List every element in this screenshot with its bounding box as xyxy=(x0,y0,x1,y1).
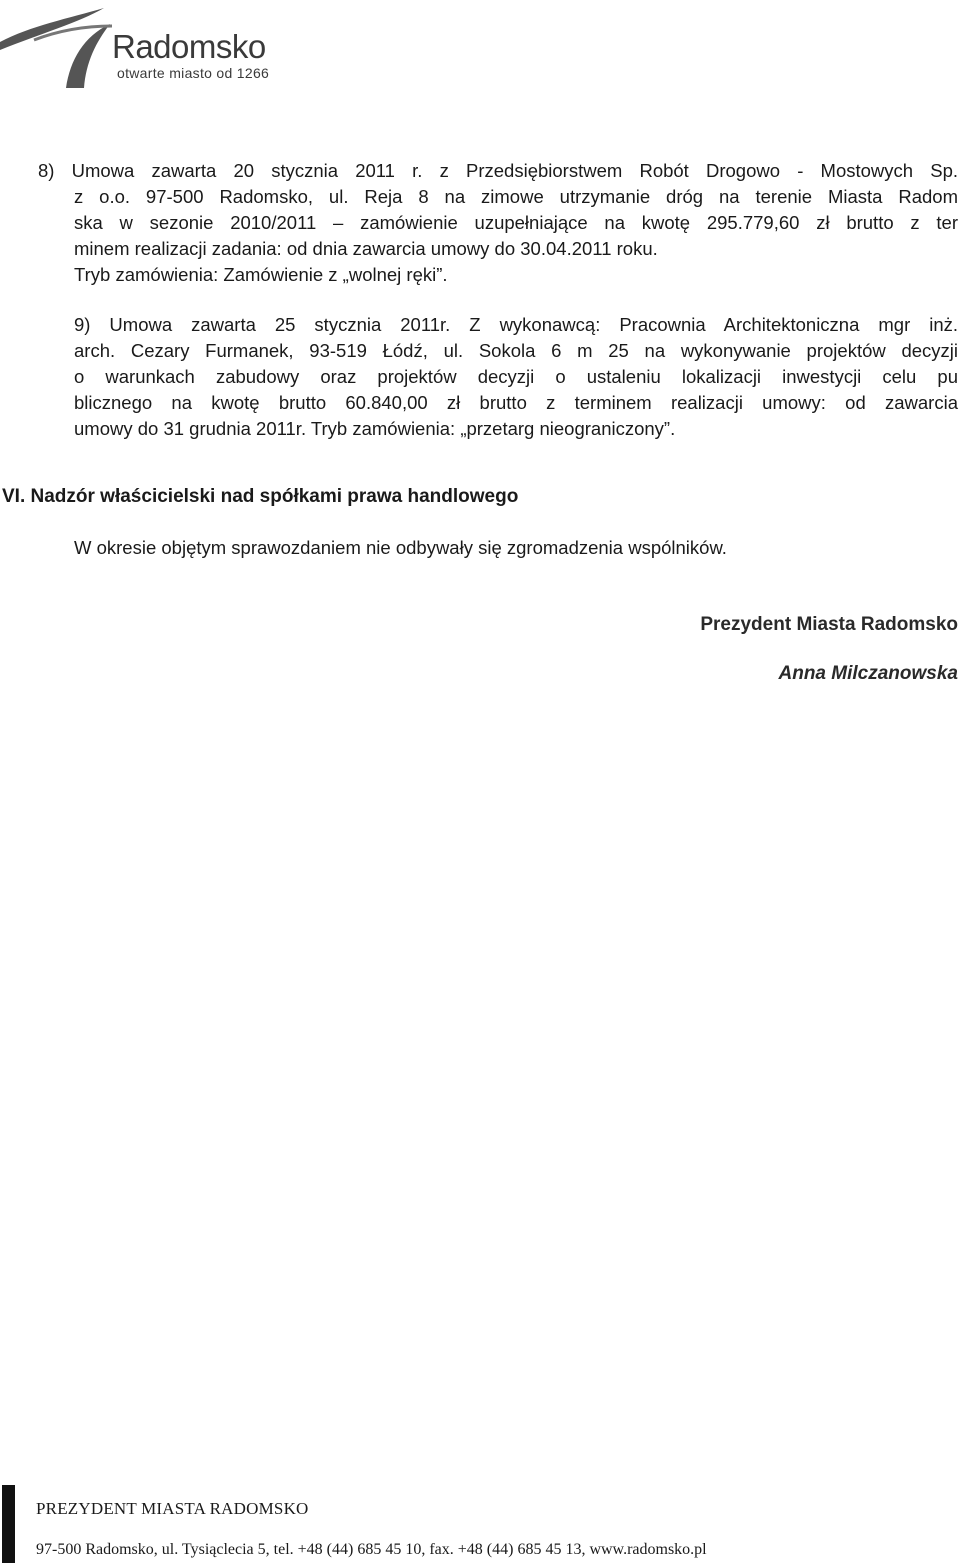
contract-item-9 xyxy=(38,312,958,442)
logo-swoosh-icon xyxy=(0,0,120,90)
section-text: W okresie objętym sprawozdaniem nie odbywały się zgromadzenia wspólników. xyxy=(74,537,727,558)
city-logo xyxy=(0,0,300,90)
paragraph-line: blicznego na kwotę brutto 60.840,00 zł brutto z terminem realizacji umowy: od zawarcia xyxy=(74,392,958,413)
footer-address: 97-500 Radomsko, ul. Tysiąclecia 5, tel. +48 (44) 685 45 10, fax. +48 (44) 685 45 13, www.radomsko.pl xyxy=(36,1541,707,1558)
footer-bar xyxy=(2,1485,15,1563)
signature-title: Prezydent Miasta Radomsko xyxy=(700,614,958,635)
logo-tagline: otwarte miasto od 1266 xyxy=(117,65,270,81)
section-heading: VI. Nadzór właścicielski nad spółkami prawa handlowego xyxy=(2,486,519,507)
paragraph-line: umowy do 31 grudnia 2011r. Tryb zamówienia: „przetarg nieograniczony”. xyxy=(74,418,676,439)
paragraph-line: ska w sezonie 2010/2011 – zamówienie uzupełniające na kwotę 295.779,60 zł brutto z ter xyxy=(74,212,958,233)
paragraph-line: z o.o. 97-500 Radomsko, ul. Reja 8 na zimowe utrzymanie dróg na terenie Miasta Radom xyxy=(74,186,958,207)
signature-name: Anna Milczanowska xyxy=(778,663,958,684)
paragraph-line: 8) Umowa zawarta 20 stycznia 2011 r. z Przedsiębiorstwem Robót Drogowo - Mostowych Sp. xyxy=(38,160,958,181)
contract-item-8 xyxy=(38,158,958,288)
paragraph-line: o warunkach zabudowy oraz projektów decyzji o ustaleniu lokalizacji inwestycji celu pu xyxy=(74,366,958,387)
logo-wordmark: Radomsko xyxy=(112,28,266,65)
footer-title: PREZYDENT MIASTA RADOMSKO xyxy=(36,1499,309,1518)
paragraph-line: 9) Umowa zawarta 25 stycznia 2011r. Z wykonawcą: Pracownia Architektoniczna mgr inż. xyxy=(74,314,958,335)
paragraph-line: Tryb zamówienia: Zamówienie z „wolnej ręki”. xyxy=(74,264,448,285)
paragraph-line: minem realizacji zadania: od dnia zawarcia umowy do 30.04.2011 roku. xyxy=(74,238,658,259)
paragraph-line: arch. Cezary Furmanek, 93-519 Łódź, ul. Sokola 6 m 25 na wykonywanie projektów decyzji xyxy=(74,340,958,361)
